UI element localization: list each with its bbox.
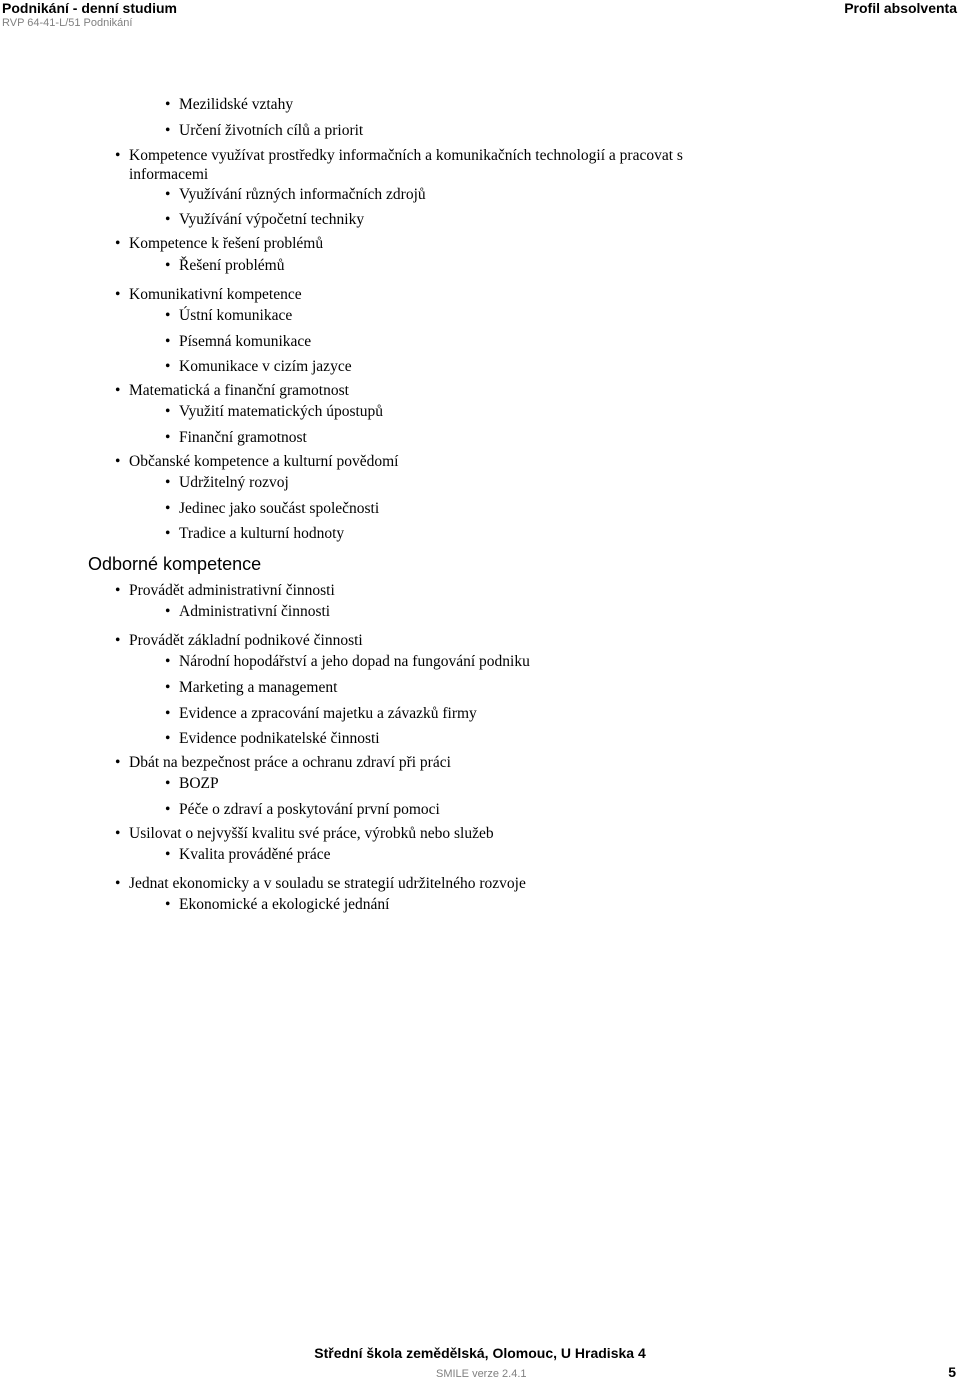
list-item-text: Kvalita prováděné práce: [179, 846, 331, 863]
sub-list-item: [165, 402, 384, 421]
bullet-icon: •: [165, 358, 171, 375]
bullet-icon: •: [165, 257, 171, 274]
sub-list-item: [165, 357, 352, 376]
sub-list-item: [165, 729, 380, 748]
sub-list-item: [165, 895, 390, 914]
list-item-text: Písemná komunikace: [179, 333, 312, 350]
bullet-icon: •: [115, 754, 121, 771]
bullet-icon: •: [165, 403, 171, 420]
footer-version: SMILE verze 2.4.1: [436, 1368, 527, 1380]
sub-list-item: [165, 95, 294, 114]
list-item-text: Kompetence využívat prostředky informačních a komunikačních technologií a pracovat s informacemi: [129, 147, 683, 183]
bullet-icon: •: [165, 429, 171, 446]
list-item: [115, 874, 526, 893]
bullet-icon: •: [165, 730, 171, 747]
bullet-icon: •: [115, 582, 121, 599]
list-item: [115, 146, 749, 184]
list-item-text: Finanční gramotnost: [179, 429, 307, 446]
bullet-icon: •: [115, 632, 121, 649]
document-title: Podnikání - denní studium: [2, 0, 177, 16]
list-item-text: Udržitelný rozvoj: [179, 474, 289, 491]
sub-list-item: [165, 185, 426, 204]
list-item-text: Provádět administrativní činnosti: [129, 582, 335, 599]
sub-list-item: [165, 800, 440, 819]
list-item-text: Matematická a finanční gramotnost: [129, 382, 349, 399]
bullet-icon: •: [115, 875, 121, 892]
bullet-icon: •: [165, 705, 171, 722]
sub-list-item: [165, 704, 477, 723]
list-item-text: Ekonomické a ekologické jednání: [179, 896, 390, 913]
bullet-icon: •: [165, 474, 171, 491]
bullet-icon: •: [165, 307, 171, 324]
list-item-text: Jednat ekonomicky a v souladu se strategií udržitelného rozvoje: [129, 875, 526, 892]
bullet-icon: •: [115, 382, 121, 399]
section-heading: Odborné kompetence: [88, 554, 262, 574]
list-item-text: Evidence podnikatelské činnosti: [179, 730, 380, 747]
sub-list-item: [165, 256, 285, 275]
bullet-icon: •: [115, 453, 121, 470]
bullet-icon: •: [165, 846, 171, 863]
bullet-icon: •: [165, 186, 171, 203]
list-item-text: Kompetence k řešení problémů: [129, 235, 324, 252]
list-item: [115, 631, 363, 650]
list-item-text: Určení životních cílů a priorit: [179, 122, 364, 139]
sub-list-item: [165, 473, 289, 492]
list-item-text: Řešení problémů: [179, 257, 285, 274]
sub-list-item: [165, 306, 293, 325]
list-item: [115, 452, 399, 471]
list-item-text: Mezilidské vztahy: [179, 96, 294, 113]
list-item-text: Využití matematických úpostupů: [179, 403, 384, 420]
bullet-icon: •: [165, 525, 171, 542]
sub-list-item: [165, 332, 312, 351]
bullet-icon: •: [115, 825, 121, 842]
sub-list-item: [165, 499, 380, 518]
bullet-icon: •: [165, 211, 171, 228]
bullet-icon: •: [165, 333, 171, 350]
list-item: [115, 753, 451, 772]
list-item-text: Evidence a zpracování majetku a závazků firmy: [179, 705, 477, 722]
list-item-text: Komunikativní kompetence: [129, 286, 302, 303]
list-item-text: Využívání výpočetní techniky: [179, 211, 365, 228]
bullet-icon: •: [165, 679, 171, 696]
sub-list-item: [165, 524, 345, 543]
sub-list-item: [165, 428, 307, 447]
list-item-text: Provádět základní podnikové činnosti: [129, 632, 363, 649]
bullet-icon: •: [165, 653, 171, 670]
list-item-text: BOZP: [179, 775, 219, 792]
list-item: [115, 824, 494, 843]
list-item-text: Občanské kompetence a kulturní povědomí: [129, 453, 399, 470]
list-item-text: Ústní komunikace: [179, 307, 293, 324]
list-item-text: Usilovat o nejvyšší kvalitu své práce, výrobků nebo služeb: [129, 825, 494, 842]
sub-list-item: [165, 774, 219, 793]
footer-school: Střední škola zemědělská, Olomouc, U Hradiska 4: [314, 1345, 646, 1361]
list-item: [115, 381, 349, 400]
sub-list-item: [165, 121, 364, 140]
list-item-text: Využívání různých informačních zdrojů: [179, 186, 426, 203]
sub-list-item: [165, 678, 338, 697]
bullet-icon: •: [165, 96, 171, 113]
list-item: [115, 234, 324, 253]
list-item-text: Administrativní činnosti: [179, 603, 331, 620]
section-header-right: Profil absolventa: [844, 0, 957, 16]
bullet-icon: •: [165, 500, 171, 517]
sub-list-item: [165, 210, 365, 229]
bullet-icon: •: [165, 122, 171, 139]
bullet-icon: •: [165, 896, 171, 913]
list-item-text: Národní hopodářství a jeho dopad na fungování podniku: [179, 653, 530, 670]
bullet-icon: •: [165, 775, 171, 792]
list-item-text: Jedinec jako součást společnosti: [179, 500, 380, 517]
bullet-icon: •: [165, 603, 171, 620]
list-item-text: Marketing a management: [179, 679, 338, 696]
bullet-icon: •: [115, 235, 121, 252]
list-item-text: Péče o zdraví a poskytování první pomoci: [179, 801, 440, 818]
bullet-icon: •: [115, 286, 121, 303]
page-number: 5: [948, 1364, 956, 1380]
sub-list-item: [165, 652, 530, 671]
document-subtitle: RVP 64-41-L/51 Podnikání: [2, 17, 133, 29]
sub-list-item: [165, 602, 331, 621]
list-item: [115, 285, 302, 304]
list-item-text: Komunikace v cizím jazyce: [179, 358, 352, 375]
sub-list-item: [165, 845, 331, 864]
list-item-text: Dbát na bezpečnost práce a ochranu zdraví při práci: [129, 754, 451, 771]
bullet-icon: •: [115, 147, 121, 164]
list-item: [115, 581, 335, 600]
bullet-icon: •: [165, 801, 171, 818]
list-item-text: Tradice a kulturní hodnoty: [179, 525, 345, 542]
